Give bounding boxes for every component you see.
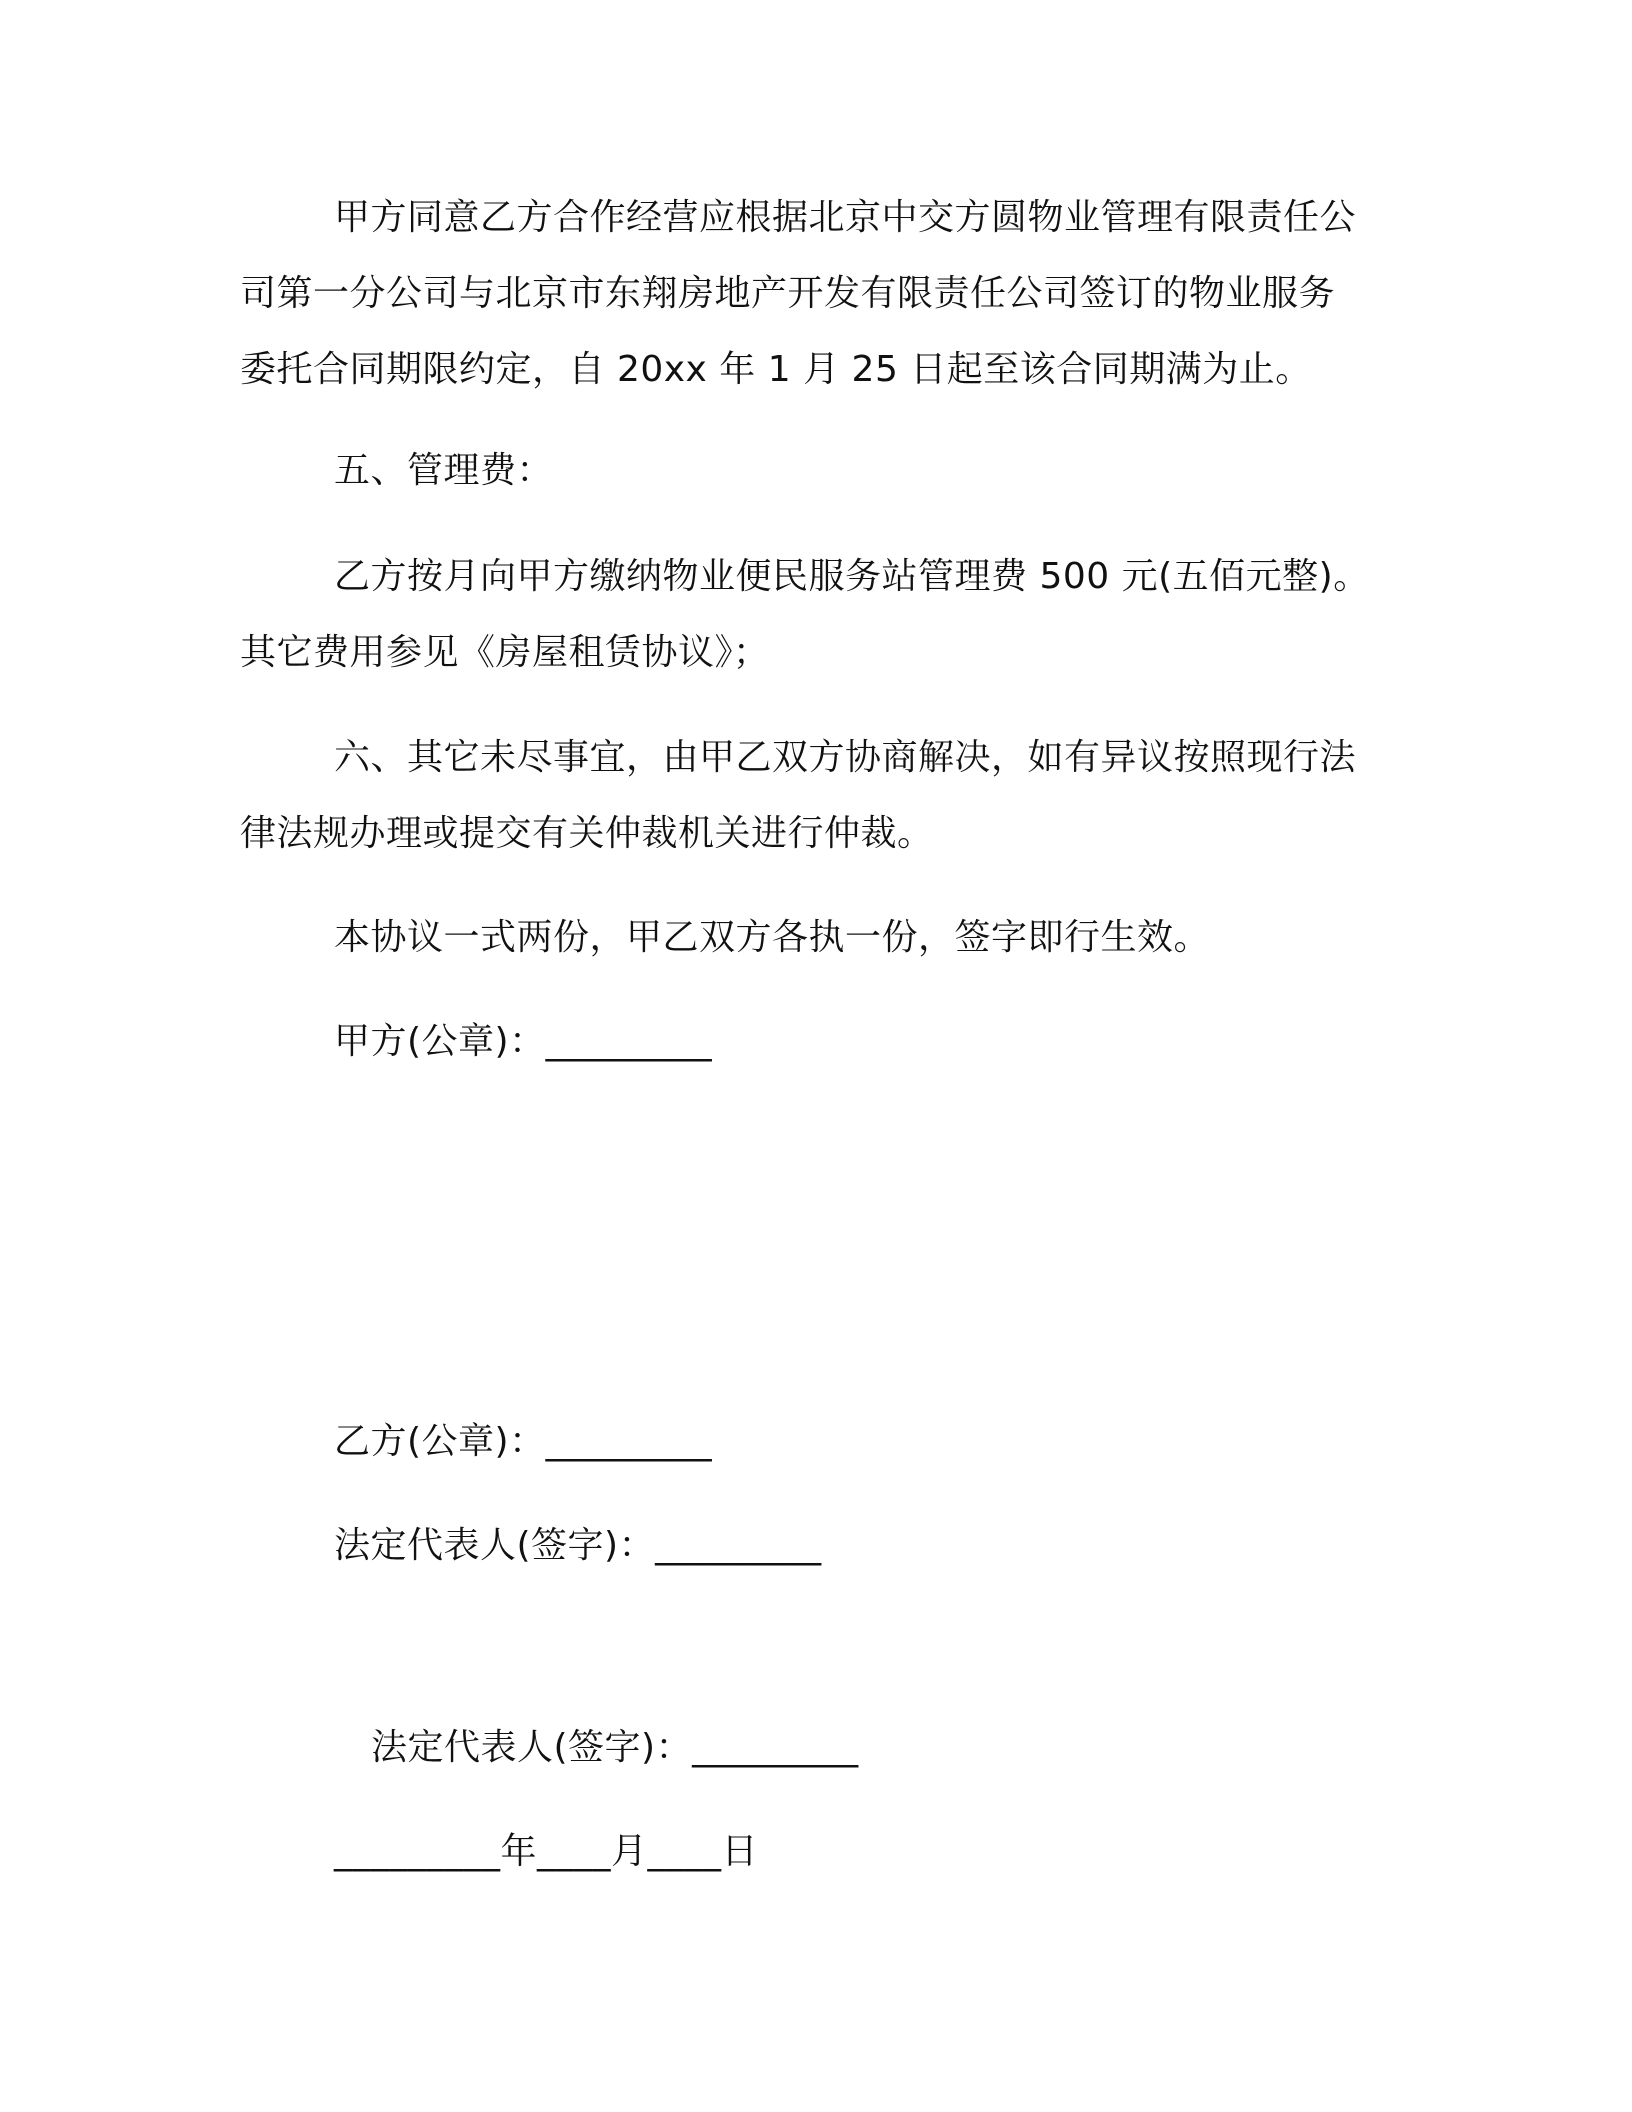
section5-heading: 五、管理费：	[334, 450, 554, 491]
party-b-seal-line: 乙方(公章)：_________	[334, 1421, 713, 1462]
party-a-seal-line: 甲方(公章)：_________	[334, 1021, 713, 1062]
para1-line1: 甲方同意乙方合作经营应根据北京中交方圆物业管理有限责任公	[334, 197, 1357, 238]
para1-line2: 司第一分公司与北京市东翔房地产开发有限责任公司签订的物业服务	[240, 273, 1336, 314]
section6-line2: 律法规办理或提交有关仲裁机关进行仲裁。	[240, 813, 934, 854]
legal-rep-signature-line-2: 法定代表人(签字)：_________	[371, 1727, 859, 1768]
date-line: _________年____月____日	[334, 1831, 758, 1872]
closing-statement: 本协议一式两份，甲乙双方各执一份，签字即行生效。	[334, 917, 1211, 958]
para1-line3: 委托合同期限约定，自 20xx 年 1 月 25 日起至该合同期满为止。	[240, 349, 1312, 390]
legal-rep-signature-line-1: 法定代表人(签字)：_________	[334, 1525, 822, 1566]
section6-line1: 六、其它未尽事宜，由甲乙双方协商解决，如有异议按照现行法	[334, 737, 1357, 778]
section5-line1: 乙方按月向甲方缴纳物业便民服务站管理费 500 元(五佰元整)。	[334, 556, 1370, 597]
section5-line2: 其它费用参见《房屋租赁协议》；	[240, 632, 770, 673]
